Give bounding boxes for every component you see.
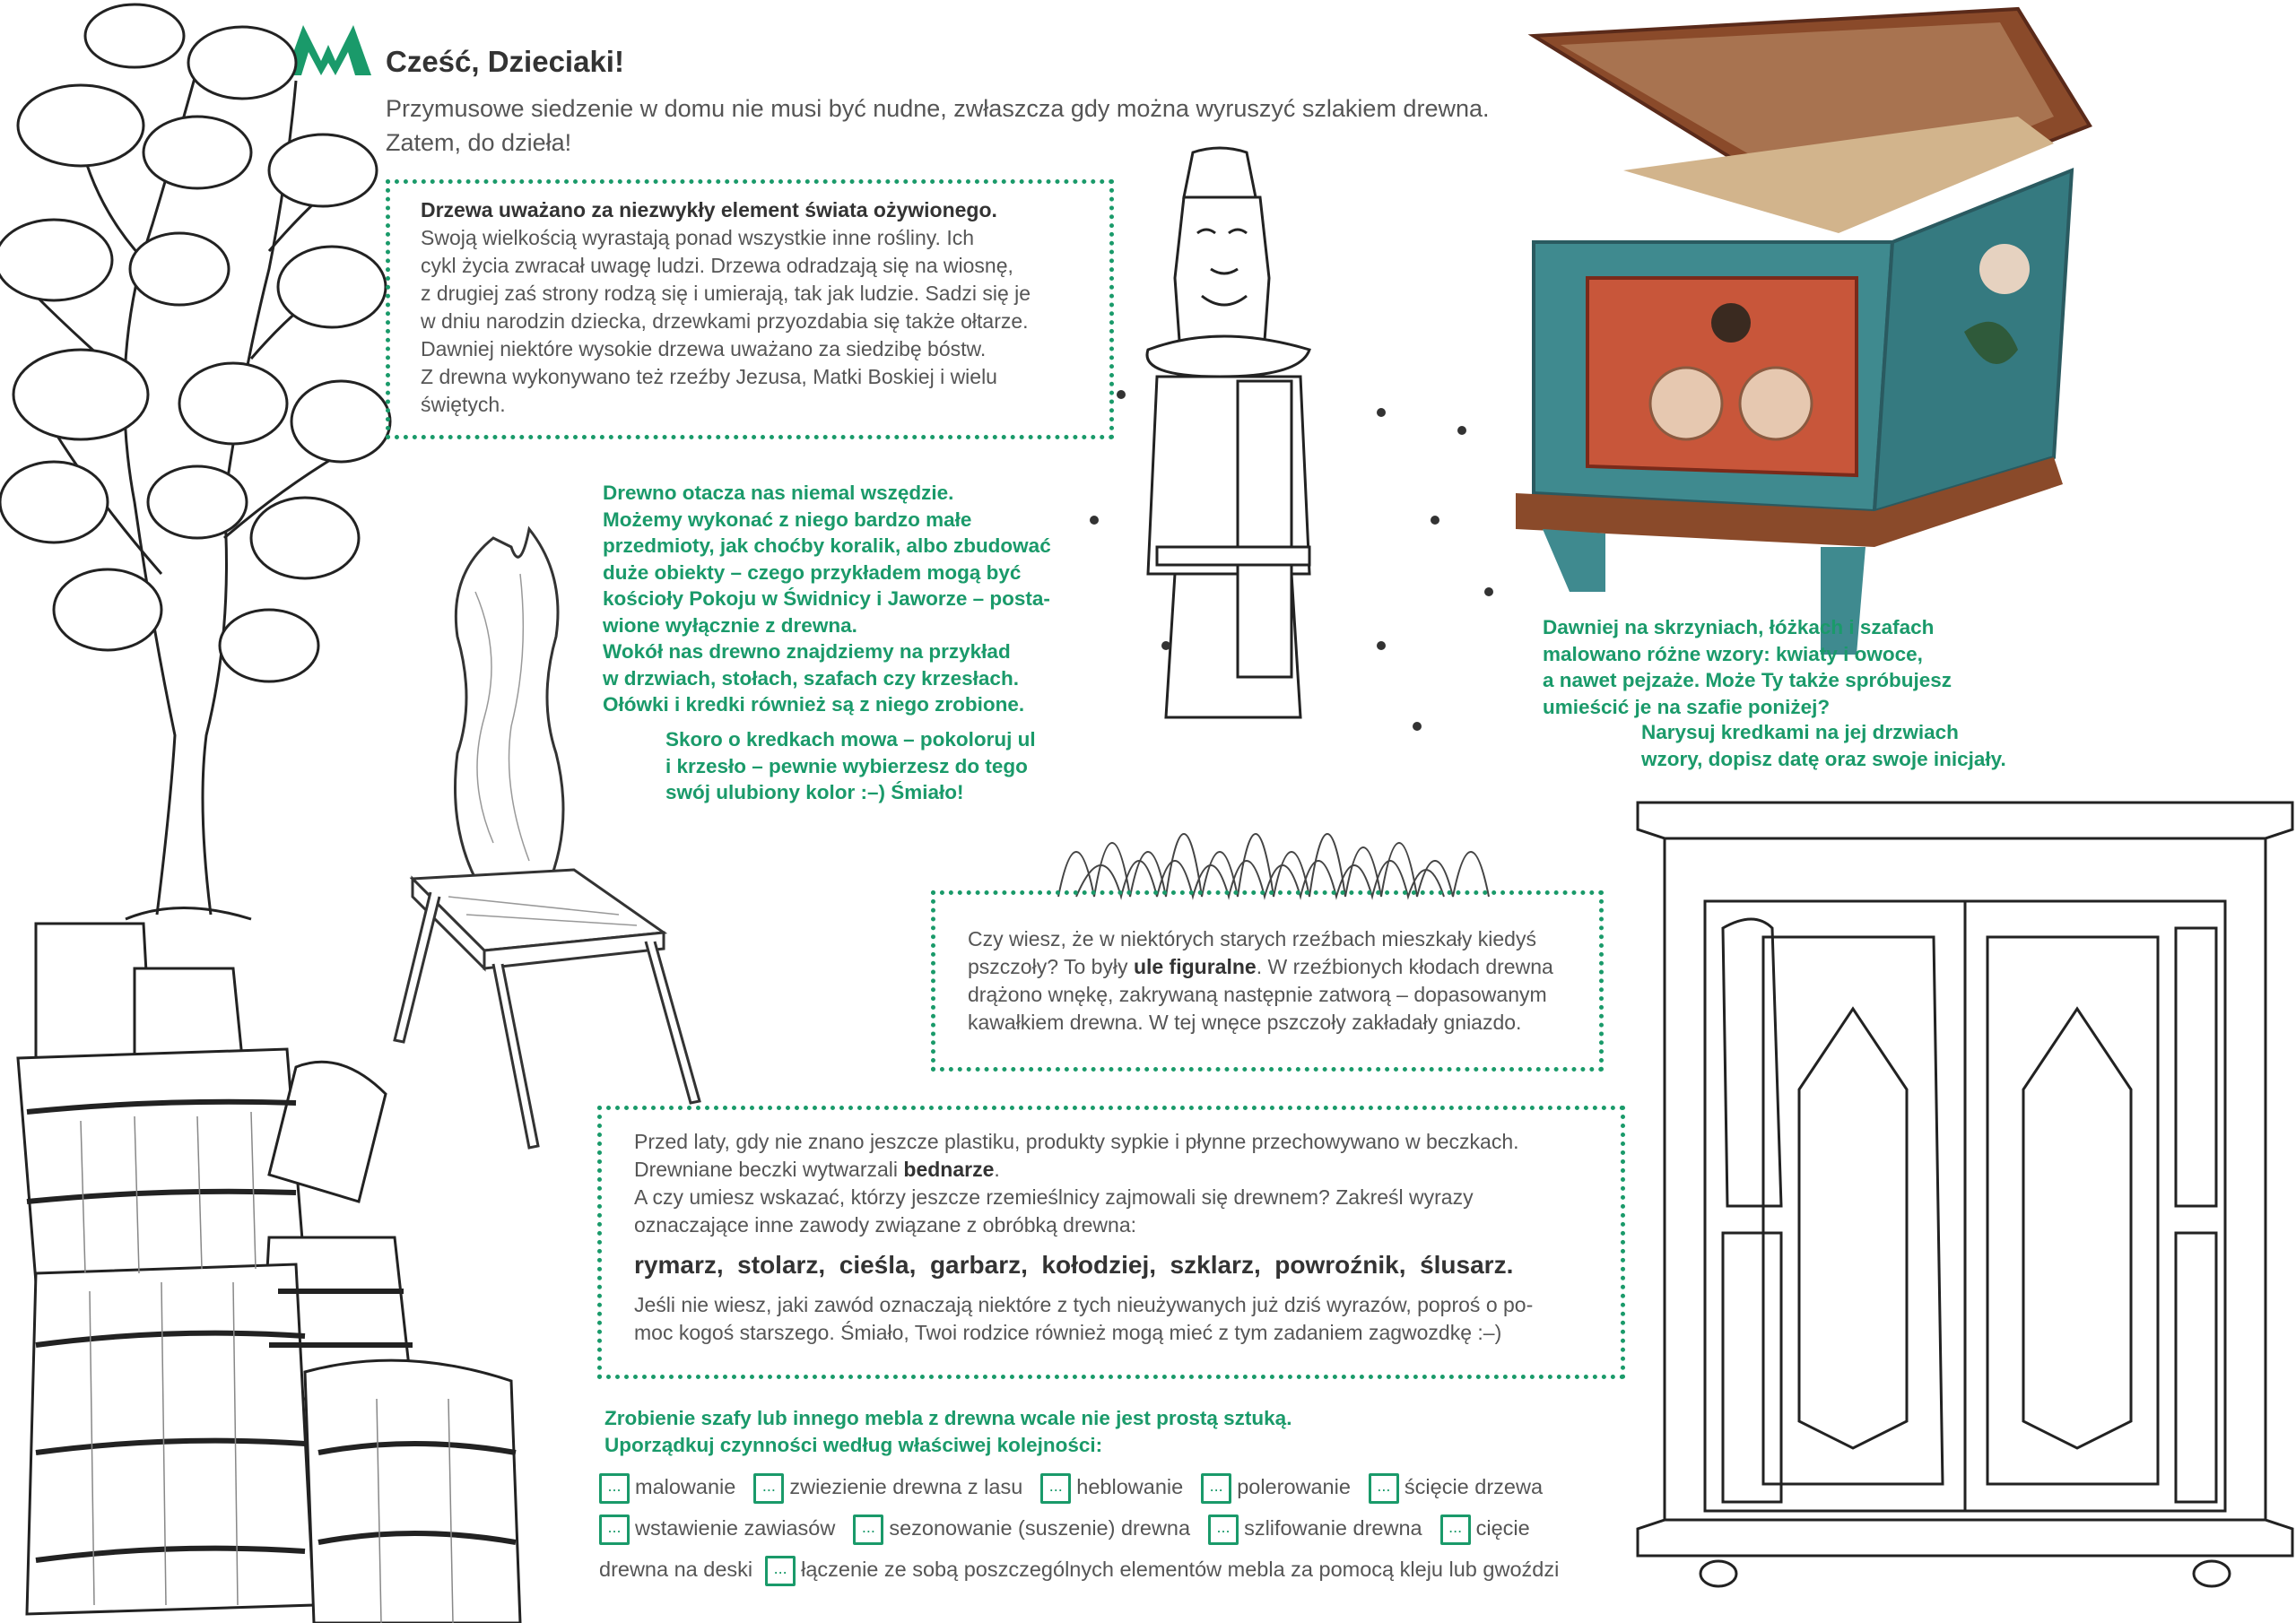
craft-line: Przed laty, gdy nie znano jeszcze plastiku, produkty sypkie i płynne przechowywano w beczkach. (634, 1130, 1519, 1153)
painted-chest-photo (1516, 9, 2108, 655)
order-number-box[interactable]: ... (599, 1473, 630, 1504)
ordering-task-items (599, 1466, 1631, 1590)
draw-line: wzory, dopisz datę oraz swoje inicjały. (1641, 747, 2006, 770)
order-number-box[interactable]: ... (753, 1473, 784, 1504)
intro-line: Zatem, do dzieła! (386, 129, 572, 156)
craftsmen-info-box (597, 1106, 1625, 1379)
task-item-label: łączenie ze sobą poszczególnych elementów mebla za pomocą kleju lub gwoździ (801, 1558, 1560, 1581)
trees-line: Z drewna wykonywano też rzeźby Jezusa, Matki Boskiej i wielu (421, 365, 997, 388)
task-item-label: cięcie (1475, 1516, 1530, 1540)
bees-text: . W rzeźbionych kłodach drewna (1256, 955, 1553, 978)
order-number-box[interactable]: ... (1208, 1515, 1239, 1545)
wood-line: wione wyłącznie z drewna. (603, 613, 857, 637)
craft-line (634, 1156, 1612, 1184)
wood-line: duże obiekty – czego przykładem mogą być (603, 560, 1022, 584)
order-number-box[interactable]: ... (765, 1556, 796, 1586)
task-row (599, 1466, 1631, 1507)
task-heading-line: Zrobienie szafy lub innego mebla z drewna wcale nie jest prostą sztuką. (604, 1407, 1292, 1429)
order-number-box[interactable]: ... (1369, 1473, 1399, 1504)
professions-word-list[interactable]: rymarz, stolarz, cieśla, garbarz, kołodziej, szklarz, powroźnik, ślusarz. (634, 1251, 1514, 1279)
chest-text (1543, 614, 1952, 720)
task-row (599, 1549, 1631, 1590)
chest-line: malowano różne wzory: kwiaty i owoce, (1543, 642, 1923, 665)
wood-line: kościoły Pokoju w Świdnicy i Jaworze – posta- (603, 587, 1050, 610)
wood-line: Wokół nas drewno znajdziemy na przykład (603, 640, 1011, 663)
craft-line: moc kogoś starszego. Śmiało, Twoi rodzice również mogą mieć z tym zadaniem zagwozdkę :–) (634, 1321, 1502, 1344)
task-item-label: heblowanie (1076, 1475, 1184, 1498)
order-number-box[interactable]: ... (1040, 1473, 1071, 1504)
order-number-box[interactable]: ... (1440, 1515, 1471, 1545)
task-item-label: malowanie (635, 1475, 736, 1498)
chair-line: Skoro o kredkach mowa – pokoloruj ul (665, 728, 1036, 751)
bees-bold-term: ule figuralne (1133, 955, 1257, 978)
wood-line: Ołówki i kredki również są z niego zrobione. (603, 693, 1025, 716)
chair-line: swój ulubiony kolor :–) Śmiało! (665, 781, 964, 803)
trees-line: w dniu narodzin dziecka, drzewkami przyozdabia się także ołtarze. (421, 309, 1029, 333)
craft-line: Jeśli nie wiesz, jaki zawód oznaczają niektóre z tych nieużywanych już dziś wyrazów, poproś o po- (634, 1293, 1534, 1316)
draw-line: Narysuj kredkami na jej drzwiach (1641, 721, 1959, 743)
task-heading-line: Uporządkuj czynności według właściwej kolejności: (604, 1433, 1103, 1456)
trees-line: świętych. (421, 393, 506, 416)
beehive-info-box (931, 890, 1604, 1072)
barrels-illustration (0, 897, 583, 1623)
bees-line (968, 953, 1596, 981)
order-number-box[interactable]: ... (853, 1515, 883, 1545)
trees-line: Dawniej niektóre wysokie drzewa uważano za siedzibę bóstw. (421, 337, 987, 360)
order-number-box[interactable]: ... (599, 1515, 630, 1545)
task-item-label: drewna na deski (599, 1558, 753, 1581)
task-item-label: wstawienie zawiasów (635, 1516, 836, 1540)
craft-line: A czy umiesz wskazać, którzy jeszcze rzemieślnicy zajmowali się drewnem? Zakreśl wyrazy (634, 1185, 1474, 1209)
craft-bold-term: bednarze (903, 1158, 995, 1181)
task-row (599, 1507, 1631, 1549)
task-item-label: ścięcie drzewa (1404, 1475, 1544, 1498)
craft-text: Drewniane beczki wytwarzali (634, 1158, 904, 1181)
trees-line: z drugiej zaś strony rodzą się i umierają, tak jak ludzie. Sadzi się je (421, 282, 1031, 305)
craft-text: . (994, 1158, 1000, 1181)
task-item-label: zwiezienie drewna z lasu (789, 1475, 1023, 1498)
bees-line: drążono wnękę, zakrywaną następnie zatworą – dopasowanym (968, 983, 1547, 1006)
wood-line: w drzwiach, stołach, szafach czy krzesłach. (603, 666, 1019, 690)
tree-illustration (0, 0, 395, 924)
draw-on-wardrobe-text (1641, 719, 2006, 772)
trees-line: cykl życia zwracał uwagę ludzi. Drzewa odradzają się na wiosnę, (421, 254, 1013, 277)
trees-info-box (386, 179, 1114, 439)
craft-line: oznaczające inne zawody związane z obróbką drewna: (634, 1213, 1136, 1237)
trees-heading: Drzewa uważano za niezwykły element świata ożywionego. (421, 198, 997, 221)
greeting-heading: Cześć, Dzieciaki! (386, 45, 624, 78)
chest-line: umieścić je na szafie poniżej? (1543, 695, 1831, 718)
chair-line: i krzesło – pewnie wybierzesz do tego (665, 754, 1028, 777)
chest-line: Dawniej na skrzyniach, łóżkach i szafach (1543, 616, 1935, 638)
wood-line: Możemy wykonać z niego bardzo małe (603, 508, 972, 531)
wood-line: Drewno otacza nas niemal wszędzie. (603, 482, 954, 504)
order-number-box[interactable]: ... (1201, 1473, 1231, 1504)
intro-line: Przymusowe siedzenie w domu nie musi być nudne, zwłaszcza gdy można wyruszyć szlakiem drewna. (386, 95, 1490, 122)
task-item-label: szlifowanie drewna (1244, 1516, 1422, 1540)
wardrobe-coloring-outline[interactable] (1638, 803, 2292, 1605)
trees-line: Swoją wielkością wyrastają ponad wszystkie inne rośliny. Ich (421, 226, 975, 249)
wood-line: przedmioty, jak choćby koralik, albo zbudować (603, 534, 1051, 557)
ordering-task-heading (604, 1405, 1292, 1458)
task-item-label: sezonowanie (suszenie) drewna (889, 1516, 1191, 1540)
bees-text: pszczoły? To były (968, 955, 1134, 978)
figural-beehive-illustration (1040, 143, 1596, 897)
chest-line: a nawet pejzaże. Może Ty także spróbujesz (1543, 669, 1952, 691)
task-item-label: polerowanie (1237, 1475, 1351, 1498)
bees-line: kawałkiem drewna. W tej wnęce pszczoły zakładały gniazdo. (968, 1011, 1522, 1034)
bees-line: Czy wiesz, że w niektórych starych rzeźbach mieszkały kiedyś (968, 927, 1536, 950)
